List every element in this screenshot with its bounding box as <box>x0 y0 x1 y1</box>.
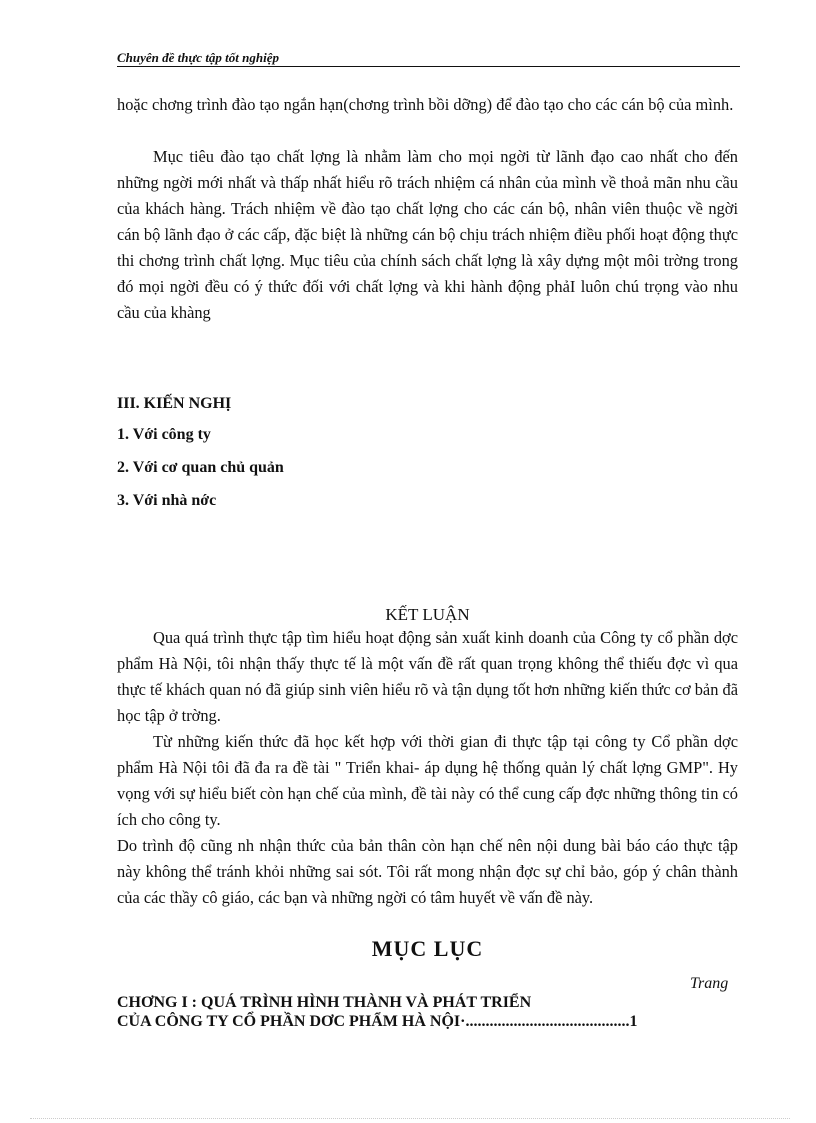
paragraph-intro: hoặc chơng trình đào tạo ngắn hạn(chơng trình bồi dỡng) để đào tạo cho các cán bộ của mình. <box>117 95 734 114</box>
toc-page-label: Trang <box>690 975 729 992</box>
conclusion-paragraph-2: Từ những kiến thức đã học kết hợp với thời gian đi thực tập tại công ty Cổ phần dợc phẩm Hà Nội tôi đã đa ra đề tài " Triển khai- áp dụng hệ thống quản lý chất lợng GMP". Hy vọng với sự hiểu biết còn hạn chế của mình, đề tài này có thể cung cấp đợc những thông tin có ích cho công ty. <box>117 732 738 829</box>
recommendation-item-state: 3. Với nhà nớc <box>117 492 217 509</box>
toc-entry[interactable] <box>117 993 738 1031</box>
footer-divider <box>30 1118 790 1119</box>
page-header <box>117 50 740 67</box>
toc-entry-line-2: CỦA CÔNG TY CỔ PHẦN DƠC PHẨM HÀ NỘI·.........................................1 <box>117 1013 638 1030</box>
section-heading-recommendations: III. KIẾN NGHỊ <box>117 395 232 412</box>
conclusion-title: KẾT LUẬN <box>385 605 470 624</box>
recommendation-item-agency: 2. Với cơ quan chủ quản <box>117 459 284 476</box>
header-title: Chuyên đề thực tập tốt nghiệp <box>117 50 279 65</box>
conclusion-paragraph-3: Do trình độ cũng nh nhận thức của bản thân còn hạn chế nên nội dung bài báo cáo thực tập này không thể tránh khỏi những sai sót. Tôi rất mong nhận đợc sự chỉ bảo, góp ý chân thành của các thầy cô giáo, các bạn và những ngời có tâm huyết về vấn đề này. <box>117 836 738 907</box>
paragraph-training-goal: Mục tiêu đào tạo chất lợng là nhằm làm cho mọi ngời từ lãnh đạo cao nhất cho đến những ngời mới nhất và thấp nhất hiểu rõ trách nhiệm cá nhân của mình về thoả mãn nhu cầu của khách hàng. Trách nhiệm về đào tạo chất lợng cho các cán bộ, nhân viên thuộc về ngời cán bộ lãnh đạo ở các cấp, đặc biệt là những cán bộ chịu trách nhiệm điều phối hoạt động thực thi chơng trình chất lợng. Mục tiêu của chính sách chất lợng là xây dựng một môi trờng trong đó mọi ngời đều có ý thức đối với chất lợng và khi hành động phảI luôn chú trọng vào nhu cầu của khàng <box>117 147 738 322</box>
toc-title: MỤC LỤC <box>371 936 484 961</box>
toc-entry-line-1: CHƠNG I : QUÁ TRÌNH HÌNH THÀNH VÀ PHÁT TRIỂN <box>117 994 532 1011</box>
conclusion-paragraph-1: Qua quá trình thực tập tìm hiểu hoạt động sản xuất kinh doanh của Công ty cổ phần dợc phẩm Hà Nội, tôi nhận thấy thực tế là một vấn đề rất quan trọng không thể thiếu đợc vì qua thực tế khách quan nó đã giúp sinh viên hiểu rõ và tận dụng tốt hơn những kiến thức cơ bản đã học tập ở trờng. <box>117 628 738 725</box>
recommendation-item-company: 1. Với công ty <box>117 426 211 443</box>
